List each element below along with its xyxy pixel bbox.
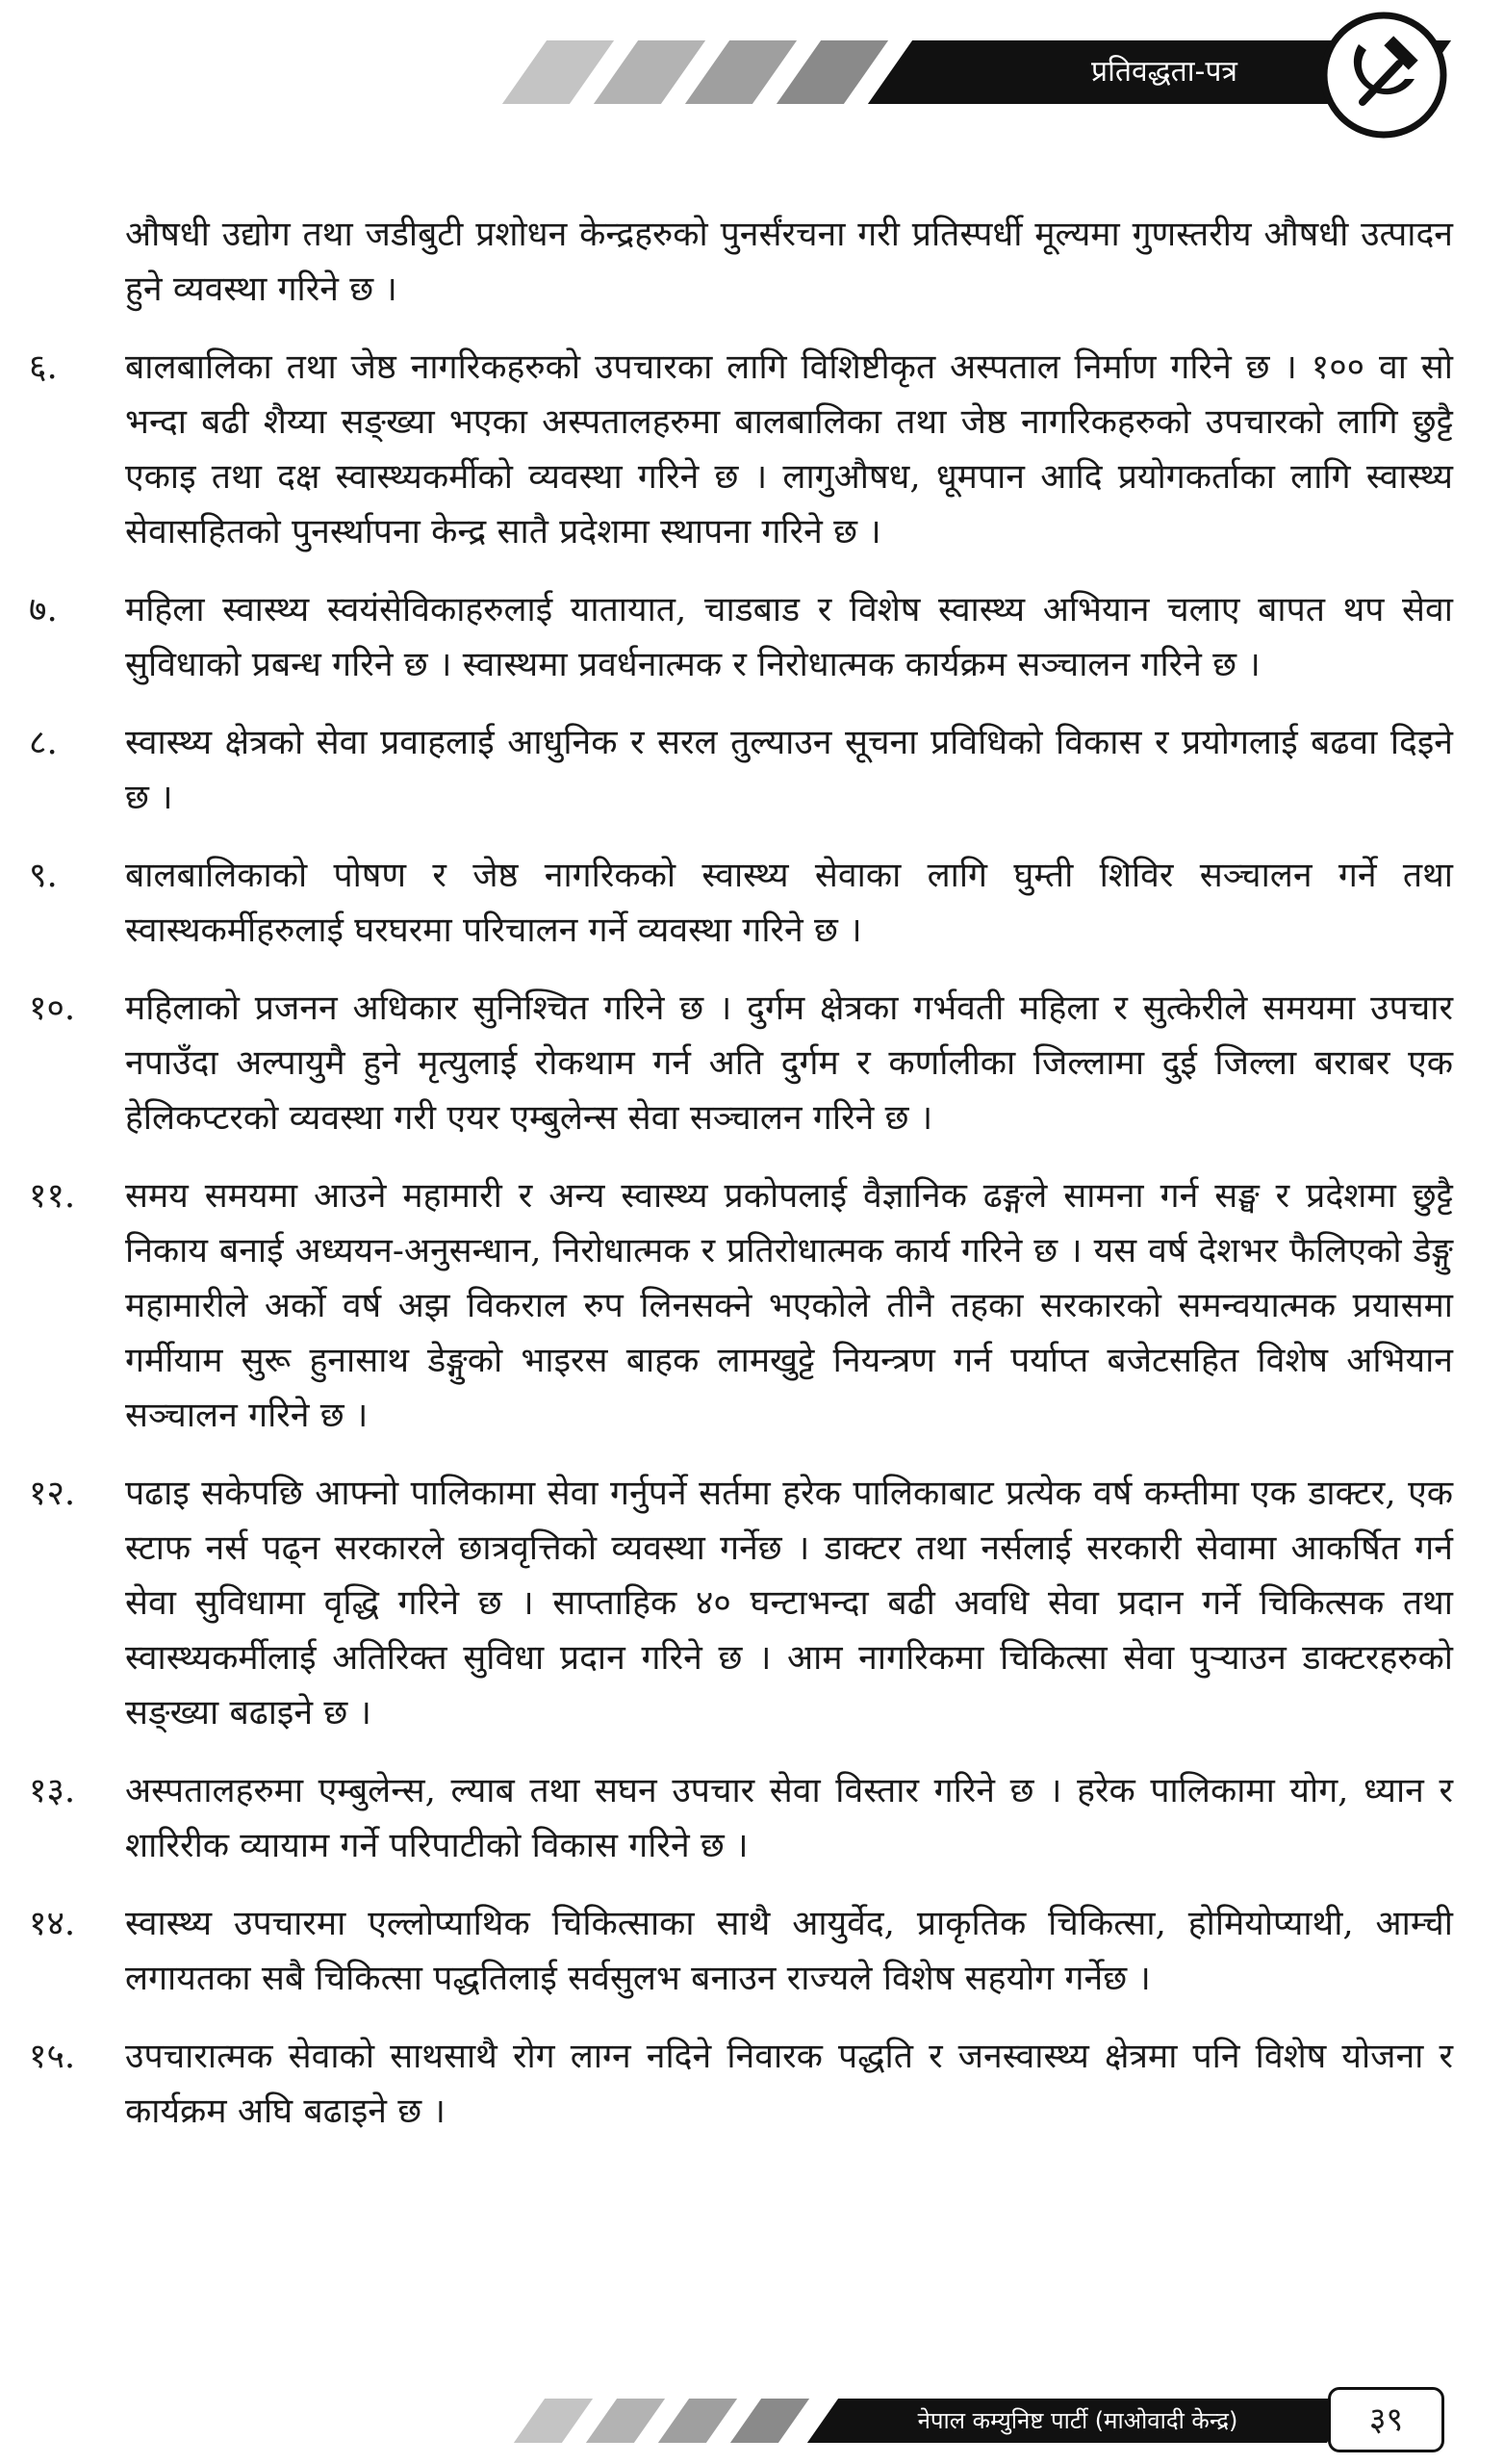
footer-stripe <box>730 2399 809 2443</box>
item-text: स्वास्थ्य उपचारमा एल्लोप्याथिक चिकित्साका साथै आयुर्वेद, प्राकृतिक चिकित्सा, होमियोप्याथी, आम्ची लगायतका सबै चिकित्सा पद्धतिलाई सर्वसुलभ बनाउन राज्यले विशेष सहयोग गर्नेछ । <box>125 1904 1453 1998</box>
item-number: १०. <box>29 988 76 1028</box>
item-text: महिलाको प्रजनन अधिकार सुनिश्चित गरिने छ । दुर्गम क्षेत्रका गर्भवती महिला र सुत्केरीले समयमा उपचार नपाउँदा अल्पायुमै हुने मृत्युलाई रोकथाम गर्न अति दुर्गम र कर्णालीका जिल्लामा दुई जिल्ला बराबर एक हेलिकप्टरको व्यवस्था गरी एयर एम्बुलेन्स सेवा सञ्चालन गरिने छ । <box>125 988 1453 1138</box>
header-stripe <box>777 40 888 104</box>
page-header <box>0 0 1504 144</box>
list-item <box>29 981 1453 1145</box>
item-text: समय समयमा आउने महामारी र अन्य स्वास्थ्य प्रकोपलाई वैज्ञानिक ढङ्गले सामना गर्न सङ्घ र प्रदेशमा छुट्टै निकाय बनाई अध्ययन-अनुसन्धान, निरोधात्मक र प्रतिरोधात्मक कार्य गरिने छ । यस वर्ष देशभर फैलिएको डेङ्गु महामारीले अर्को वर्ष अझ विकराल रुप लिनसक्ने भएकोले तीनै तहका सरकारको समन्वयात्मक प्रयासमा गर्मीयाम सुरू हुनासाथ डेङ्गुको भाइरस बाहक लामखुट्टे नियन्त्रण गर्न पर्याप्त बजेटसहित विशेष अभियान सञ्चालन गरिने छ । <box>125 1176 1453 1435</box>
item-number: ८. <box>29 723 58 762</box>
header-stripe <box>502 40 614 104</box>
item-number: १३. <box>29 1771 76 1810</box>
item-text: बालबालिकाको पोषण र जेष्ठ नागरिकको स्वास्थ्य सेवाका लागि घुम्ती शिविर सञ्चालन गर्ने तथा स्वास्थकर्मीहरुलाई घरघरमा परिचालन गर्ने व्यवस्था गरिने छ । <box>125 856 1453 950</box>
item-number: ६. <box>29 347 58 387</box>
intro-paragraph: औषधी उद्योग तथा जडीबुटी प्रशोधन केन्द्रहरुको पुनर्संरचना गरी प्रतिस्पर्धी मूल्यमा गुणस्तरीय औषधी उत्पादन हुने व्यवस्था गरिने छ । <box>125 215 1453 309</box>
item-text: अस्पतालहरुमा एम्बुलेन्स, ल्याब तथा सघन उपचार सेवा विस्तार गरिने छ । हरेक पालिकामा योग, ध्यान र शारिरीक व्यायाम गर्ने परिपाटीको विकास गरिने छ । <box>125 1771 1453 1865</box>
hammer-sickle-icon <box>1316 8 1451 142</box>
item-number: ११. <box>29 1176 76 1216</box>
item-text: उपचारात्मक सेवाको साथसाथै रोग लाग्न नदिने निवारक पद्धति र जनस्वास्थ्य क्षेत्रमा पनि विशेष योजना र कार्यक्रम अघि बढाइने छ । <box>125 2037 1453 2131</box>
item-text: स्वास्थ्य क्षेत्रको सेवा प्रवाहलाई आधुनिक र सरल तुल्याउन सूचना प्रविधिको विकास र प्रयोगलाई बढवा दिइने छ । <box>125 723 1453 817</box>
item-number: १५. <box>29 2037 76 2076</box>
list-item <box>29 1466 1453 1740</box>
list-item <box>29 2029 1453 2139</box>
list-item <box>29 715 1453 825</box>
item-number: ९. <box>29 856 58 895</box>
header-stripe <box>685 40 797 104</box>
item-text: बालबालिका तथा जेष्ठ नागरिकहरुको उपचारका लागि विशिष्टीकृत अस्पताल निर्माण गरिने छ । १०० वा सो भन्दा बढी शैय्या सङ्ख्या भएका अस्पतालहरुमा बालबालिका तथा जेष्ठ नागरिकहरुको उपचारको लागि छुट्टै एकाइ तथा दक्ष स्वास्थ्यकर्मीको व्यवस्था गरिने छ । लागुऔषध, धूमपान आदि प्रयोगकर्ताका लागि स्वास्थ्य सेवासहितको पुनर्स्थापना केन्द्र सातै प्रदेशमा स्थापना गरिने छ । <box>125 347 1453 552</box>
footer-party-name: नेपाल कम्युनिष्ट पार्टी (माओवादी केन्द्र) <box>917 2407 1238 2434</box>
list-item <box>29 340 1453 559</box>
list-item <box>29 582 1453 692</box>
footer-stripe <box>514 2399 593 2443</box>
commitment-list <box>29 207 1453 2162</box>
list-item <box>29 1763 1453 1873</box>
item-text: महिला स्वास्थ्य स्वयंसेविकाहरुलाई यातायात, चाडबाड र विशेष स्वास्थ्य अभियान चलाए बापत थप सेवा सुविधाको प्रबन्ध गरिने छ । स्वास्थमा प्रवर्धनात्मक र निरोधात्मक कार्यक्रम सञ्चालन गरिने छ । <box>125 590 1453 684</box>
footer-stripe <box>586 2399 665 2443</box>
list-item <box>29 1168 1453 1443</box>
list-item-intro <box>29 207 1453 317</box>
item-text: पढाइ सकेपछि आफ्नो पालिकामा सेवा गर्नुपर्ने सर्तमा हरेक पालिकाबाट प्रत्येक वर्ष कम्तीमा एक डाक्टर, एक स्टाफ नर्स पढ्न सरकारले छात्रवृत्तिको व्यवस्था गर्नेछ । डाक्टर तथा नर्सलाई सरकारी सेवामा आकर्षित गर्न सेवा सुविधामा वृद्धि गरिने छ । साप्ताहिक ४० घन्टाभन्दा बढी अवधि सेवा प्रदान गर्ने चिकित्सक तथा स्वास्थ्यकर्मीलाई अतिरिक्त सुविधा प्रदान गरिने छ । आम नागरिकमा चिकित्सा सेवा पुऱ्याउन डाक्टरहरुको सङ्ख्या बढाइने छ । <box>125 1474 1453 1732</box>
page-number: ३९ <box>1328 2387 1444 2452</box>
item-number: १२. <box>29 1474 76 1513</box>
header-title: प्रतिवद्धता-पत्र <box>1091 55 1237 89</box>
list-item <box>29 848 1453 958</box>
list-item <box>29 1896 1453 2006</box>
footer-stripe <box>658 2399 737 2443</box>
header-stripe <box>594 40 705 104</box>
item-number: ७. <box>29 590 58 629</box>
item-number: १४. <box>29 1904 76 1943</box>
